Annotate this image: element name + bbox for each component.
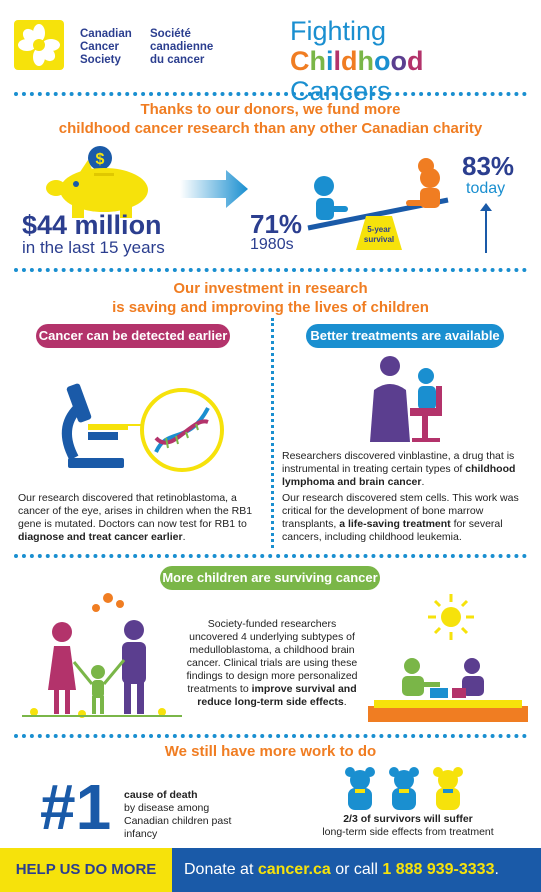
sun-icon	[426, 592, 476, 642]
survival-badge-2: survival	[363, 235, 395, 244]
intro-line2: childhood cancer research than any other Canadian charity	[58, 120, 483, 137]
rank-number: #1	[40, 771, 112, 843]
treatments-text-2	[282, 492, 522, 544]
divider	[14, 734, 527, 738]
rank-text	[124, 789, 234, 841]
survivors-text-bold: 2/3 of survivors will suffer	[343, 813, 473, 825]
doctor-patient-icon	[356, 350, 452, 446]
funding-period: in the last 15 years	[22, 238, 165, 257]
survival-now-label: today	[466, 180, 506, 197]
surviving-text	[186, 618, 358, 709]
title-cancers: Cancers	[290, 76, 391, 106]
divider	[14, 554, 527, 558]
arrow-right-icon	[180, 170, 250, 208]
title-letter: o	[374, 46, 391, 76]
detected-text	[18, 492, 270, 544]
investment-heading	[14, 279, 527, 317]
title-letter: i	[326, 46, 334, 76]
treatments-text-1	[282, 450, 522, 489]
footer-end: .	[494, 861, 499, 878]
treatments-text-2-end: for several cancers, including childhood leukemia.	[282, 518, 503, 543]
teddy-bears-icon	[340, 764, 470, 812]
or-call-label: or call	[330, 861, 383, 878]
title-line2	[290, 46, 530, 106]
title-letter: d	[407, 46, 424, 76]
survival-then-label: 1980s	[250, 236, 294, 253]
donate-link[interactable]: cancer.ca	[257, 861, 331, 878]
rank-text-bold: cause of death	[124, 789, 198, 801]
survival-badge-1: 5-year	[367, 225, 391, 234]
work-heading: We still have more work to do	[164, 743, 377, 760]
detected-text-bold: diagnose and treat cancer earlier	[18, 531, 183, 543]
detected-text-end: .	[182, 531, 186, 543]
treatments-text-1a: Researchers discovered vinblastine, a drug that is instrumental in treating certain types of	[282, 450, 515, 475]
logo-en-3: Society	[80, 54, 121, 66]
dna-icon	[138, 386, 226, 474]
treatments-text-2-bold: a life-saving treatment	[339, 518, 451, 530]
title-letter: h	[357, 46, 375, 76]
treatments-pill: Better treatments are available	[306, 324, 504, 348]
seesaw-children-icon	[298, 158, 458, 258]
help-us-button[interactable]: HELP US DO MORE	[0, 848, 172, 892]
surviving-text-end: .	[343, 696, 347, 708]
detected-text-a: Our research discovered that retinoblastoma, a cancer of the eye, arises in children when the RB1 gene is mutated. Doctors can now test for RB1 to	[18, 492, 253, 530]
survival-now-pct: 83%	[462, 151, 515, 181]
logo-fr-3: du cancer	[150, 54, 205, 66]
title-line1: Fighting	[290, 16, 387, 46]
intro-line1: Thanks to our donors, we fund more	[140, 101, 401, 118]
sandbox-children-icon	[368, 650, 528, 724]
piggy-bank-icon	[42, 144, 162, 218]
donate-label: Donate at	[184, 861, 258, 878]
divider	[14, 268, 527, 272]
surviving-text-a: Society-funded researchers uncovered 4 underlying subtypes of medulloblastoma, a childhood brain cancer. Clinical trials are using these findings to design more personalized treatments to	[186, 618, 358, 695]
divider	[14, 92, 527, 96]
treatments-text-2a: Our research discovered stem cells. This work was critical for the development of bone marrow transplants,	[282, 492, 519, 530]
title-letter: l	[333, 46, 342, 76]
treatments-text-1-end: .	[421, 476, 425, 488]
donate-bar	[172, 848, 541, 892]
surviving-text-bold: improve survival and reduce long-term side effects	[197, 683, 357, 708]
title-letter: C	[290, 46, 310, 76]
daffodil-logo-icon	[14, 20, 64, 70]
logo-en-2: Cancer	[80, 41, 119, 53]
phone-link[interactable]: 1 888 939-3333	[382, 861, 495, 878]
survival-then-pct: 71%	[250, 209, 303, 239]
title-letter: o	[390, 46, 408, 76]
investment-line2: is saving and improving the lives of children	[112, 299, 429, 316]
funding-amount: $44 million	[22, 210, 162, 240]
logo-fr-1: Société	[150, 28, 191, 40]
column-divider	[271, 318, 274, 548]
title-letter: h	[309, 46, 326, 76]
title-letter: d	[341, 46, 358, 76]
arrow-up-icon	[480, 203, 492, 253]
logo[interactable]	[14, 20, 254, 70]
family-icon	[22, 590, 182, 720]
survivors-text	[318, 813, 498, 839]
intro-heading	[14, 100, 527, 138]
surviving-pill: More children are surviving cancer	[160, 566, 380, 590]
logo-en-1: Canadian	[80, 28, 132, 40]
rank-text-rest: by disease among Canadian children past infancy	[124, 802, 232, 840]
investment-line1: Our investment in research	[173, 280, 368, 297]
coin-dollar-icon: $	[95, 151, 105, 168]
logo-fr-2: canadienne	[150, 41, 214, 53]
survivors-text-rest: long-term side effects from treatment	[322, 826, 494, 838]
detected-pill: Cancer can be detected earlier	[36, 324, 230, 348]
treatments-text-1-bold: childhood lymphoma and brain cancer	[282, 463, 516, 488]
